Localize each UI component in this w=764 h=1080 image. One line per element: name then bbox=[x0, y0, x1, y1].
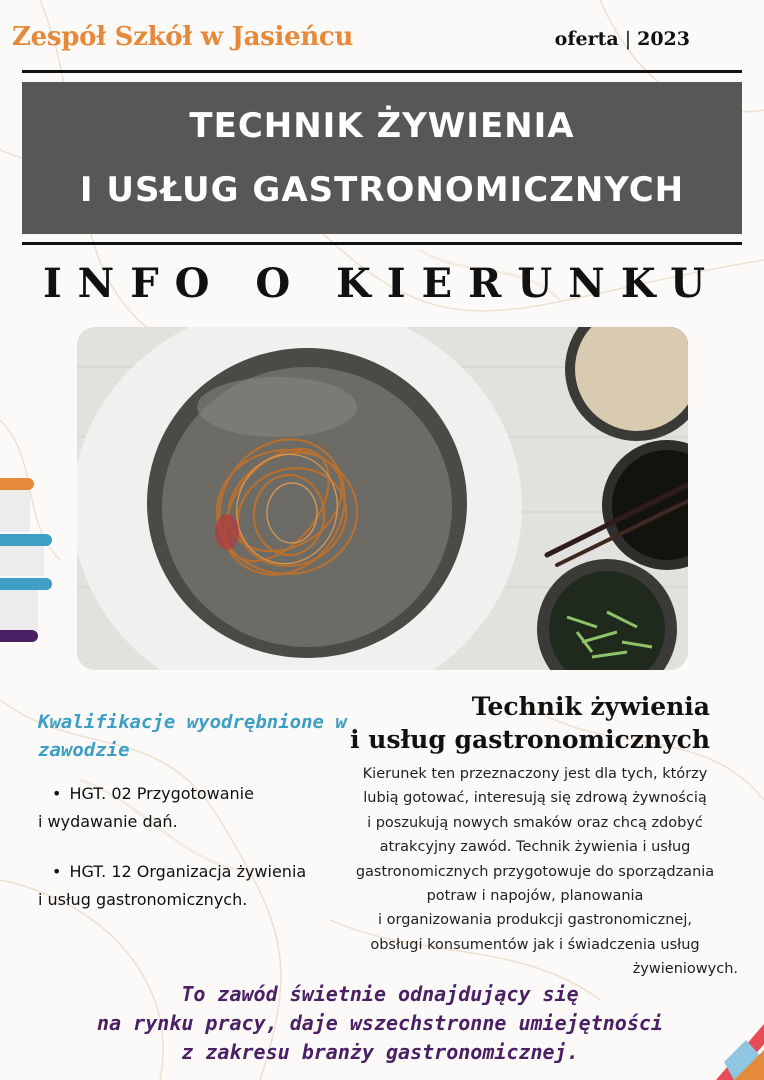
title-line-2: I USŁUG GASTRONOMICZNYCH bbox=[79, 170, 685, 210]
tab-purple-decoration bbox=[0, 630, 38, 642]
tab-blue-decoration bbox=[0, 534, 52, 546]
title-line-1: TECHNIK ŻYWIENIA bbox=[189, 106, 575, 146]
description-title-line-1: Technik żywienia bbox=[471, 692, 710, 721]
corner-decoration bbox=[694, 1010, 764, 1080]
bullet-icon: • bbox=[52, 784, 62, 803]
tab-blue-decoration-2 bbox=[0, 578, 52, 590]
qualification-continuation: i usług gastronomicznych. bbox=[38, 890, 248, 909]
description-line: obsługi konsumentów jak i świadczenia usług bbox=[370, 936, 700, 953]
qualification-code: HGT. 12 Organizacja żywienia bbox=[69, 862, 307, 881]
qualification-code: HGT. 02 Przygotowanie bbox=[69, 784, 254, 803]
info-heading: INFO O KIERUNKU bbox=[42, 260, 722, 307]
description-line: lubią gotować, interesują się zdrową żywnością bbox=[363, 790, 707, 807]
year: 2023 bbox=[637, 28, 690, 50]
description-title-line-2: i usług gastronomicznych bbox=[350, 725, 710, 754]
slogan bbox=[60, 980, 700, 1067]
tab-orange-decoration bbox=[0, 478, 34, 490]
bullet-icon: • bbox=[52, 862, 62, 881]
qualification-item bbox=[38, 780, 338, 836]
qualifications-heading: Kwalifikacje wyodrębnione w zawodzie bbox=[38, 711, 347, 761]
title-banner bbox=[22, 82, 742, 234]
top-rule bbox=[22, 70, 742, 73]
tab-white-decoration-3 bbox=[0, 590, 38, 630]
school-name: Zespół Szkół w Jasieńcu bbox=[12, 22, 354, 52]
description-line: atrakcyjny zawód. Technik żywienia i usług bbox=[379, 839, 691, 856]
description-line: Kierunek ten przeznaczony jest dla tych, którzy bbox=[362, 766, 708, 782]
description-line: i poszukują nowych smaków oraz chcą zdobyć bbox=[367, 814, 703, 831]
slogan-line-2: na rynku pracy, daje wszechstronne umiejętności bbox=[97, 1011, 663, 1035]
qualification-item bbox=[38, 858, 338, 914]
slogan-line-1: To zawód świetnie odnajdujący się bbox=[181, 982, 579, 1006]
offer-separator: | bbox=[624, 28, 632, 50]
description-line: potraw i napojów, planowania bbox=[426, 888, 644, 905]
offer-label: oferta bbox=[554, 28, 619, 50]
description-line: żywieniowych. bbox=[632, 961, 738, 978]
food-photo bbox=[77, 327, 688, 670]
slogan-line-3: z zakresu branży gastronomicznej. bbox=[181, 1040, 579, 1064]
description-title bbox=[340, 690, 710, 756]
description-line: gastronomicznych przygotowuje do sporządzania bbox=[355, 863, 715, 880]
tab-white-decoration-2 bbox=[0, 546, 44, 576]
tab-white-decoration bbox=[0, 490, 30, 532]
description-text bbox=[330, 762, 740, 982]
qualification-continuation: i wydawanie dań. bbox=[38, 812, 178, 831]
description-line: i organizowania produkcji gastronomicznej, bbox=[377, 912, 692, 929]
offer-year bbox=[555, 28, 690, 50]
bottom-rule bbox=[22, 242, 742, 245]
